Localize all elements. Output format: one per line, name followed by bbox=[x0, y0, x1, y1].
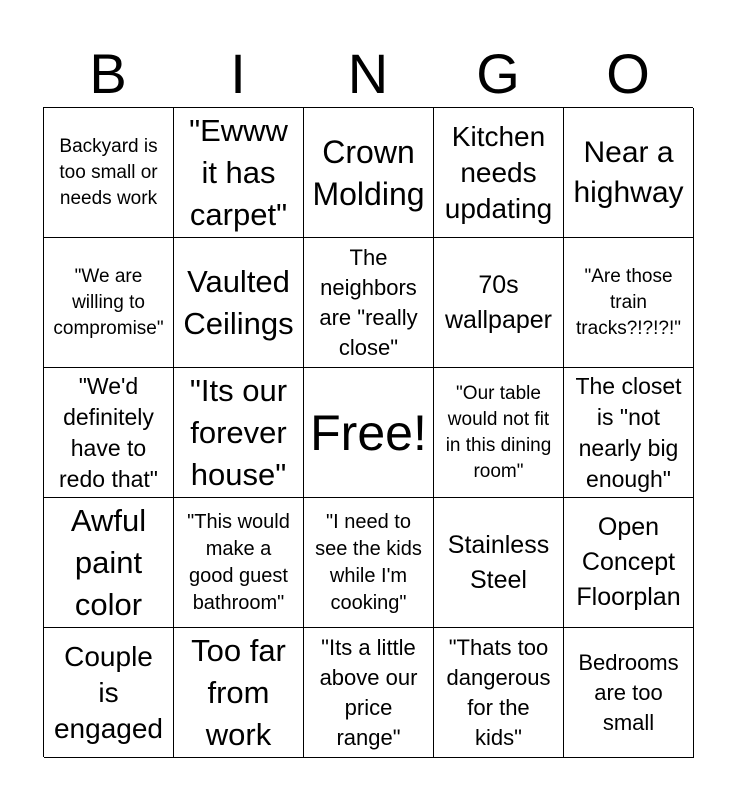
cell-text: "Our table would not fit in this dining room" bbox=[445, 382, 552, 482]
bingo-cell[interactable] bbox=[44, 628, 174, 758]
bingo-cell[interactable] bbox=[564, 498, 694, 628]
cell-text: Near a highway bbox=[573, 135, 684, 209]
header-letter-b: B bbox=[89, 42, 127, 105]
cell-text: Backyard is too small or needs work bbox=[59, 135, 158, 209]
bingo-cell[interactable] bbox=[434, 498, 564, 628]
cell-text: "I need to see the kids while I'm cooking" bbox=[315, 510, 422, 614]
bingo-cell[interactable] bbox=[304, 498, 434, 628]
cell-text: "Are those train tracks?!?!?!" bbox=[576, 265, 681, 339]
bingo-cell[interactable] bbox=[434, 628, 564, 758]
header-letter-i: I bbox=[230, 42, 246, 105]
bingo-grid bbox=[43, 107, 693, 757]
bingo-cell[interactable] bbox=[174, 368, 304, 498]
bingo-cell[interactable] bbox=[44, 238, 174, 368]
bingo-cell[interactable] bbox=[174, 628, 304, 758]
bingo-cell[interactable] bbox=[564, 368, 694, 498]
cell-text: Crown Molding bbox=[312, 133, 425, 212]
bingo-cell[interactable] bbox=[434, 238, 564, 368]
bingo-cell[interactable] bbox=[564, 628, 694, 758]
free-text: Free! bbox=[310, 404, 427, 461]
bingo-cell[interactable] bbox=[44, 498, 174, 628]
cell-text: "Thats too dangerous for the kids" bbox=[446, 634, 551, 750]
cell-text: Kitchen needs updating bbox=[444, 120, 553, 224]
bingo-cell[interactable] bbox=[304, 108, 434, 238]
cell-text: "Its a little above our price range" bbox=[319, 634, 418, 750]
cell-text: Open Concept Floorplan bbox=[576, 513, 681, 611]
cell-text: The neighbors are "really close" bbox=[319, 244, 418, 360]
cell-text: Too far from work bbox=[191, 632, 286, 752]
cell-text: "We'd definitely have to redo that" bbox=[59, 372, 158, 492]
bingo-cell[interactable] bbox=[434, 368, 564, 498]
cell-text: Bedrooms are too small bbox=[578, 649, 679, 735]
bingo-cell[interactable] bbox=[174, 108, 304, 238]
bingo-cell[interactable] bbox=[564, 238, 694, 368]
cell-text: "This would make a good guest bathroom" bbox=[187, 510, 290, 614]
cell-text: "We are willing to compromise" bbox=[53, 265, 164, 339]
cell-text: "Ewww it has carpet" bbox=[189, 112, 288, 232]
cell-text: Awful paint color bbox=[70, 502, 147, 622]
header-letter-n: N bbox=[347, 42, 389, 105]
cell-text: Couple is engaged bbox=[53, 640, 163, 744]
cell-text: The closet is "not nearly big enough" bbox=[575, 372, 682, 492]
cell-text: Stainless Steel bbox=[447, 530, 550, 594]
bingo-cell[interactable] bbox=[174, 498, 304, 628]
bingo-cell[interactable] bbox=[174, 238, 304, 368]
cell-text: "Its our forever house" bbox=[189, 372, 288, 492]
header-letter-g: G bbox=[476, 42, 520, 105]
bingo-cell[interactable] bbox=[44, 108, 174, 238]
cell-text: 70s wallpaper bbox=[444, 270, 552, 334]
bingo-cell[interactable] bbox=[304, 628, 434, 758]
bingo-cell[interactable] bbox=[434, 108, 564, 238]
bingo-cell[interactable] bbox=[44, 368, 174, 498]
free-space[interactable] bbox=[304, 368, 434, 498]
bingo-header bbox=[43, 40, 693, 108]
cell-text: Vaulted Ceilings bbox=[183, 263, 294, 341]
bingo-cell[interactable] bbox=[304, 238, 434, 368]
bingo-cell[interactable] bbox=[564, 108, 694, 238]
header-letter-o: O bbox=[606, 42, 650, 105]
